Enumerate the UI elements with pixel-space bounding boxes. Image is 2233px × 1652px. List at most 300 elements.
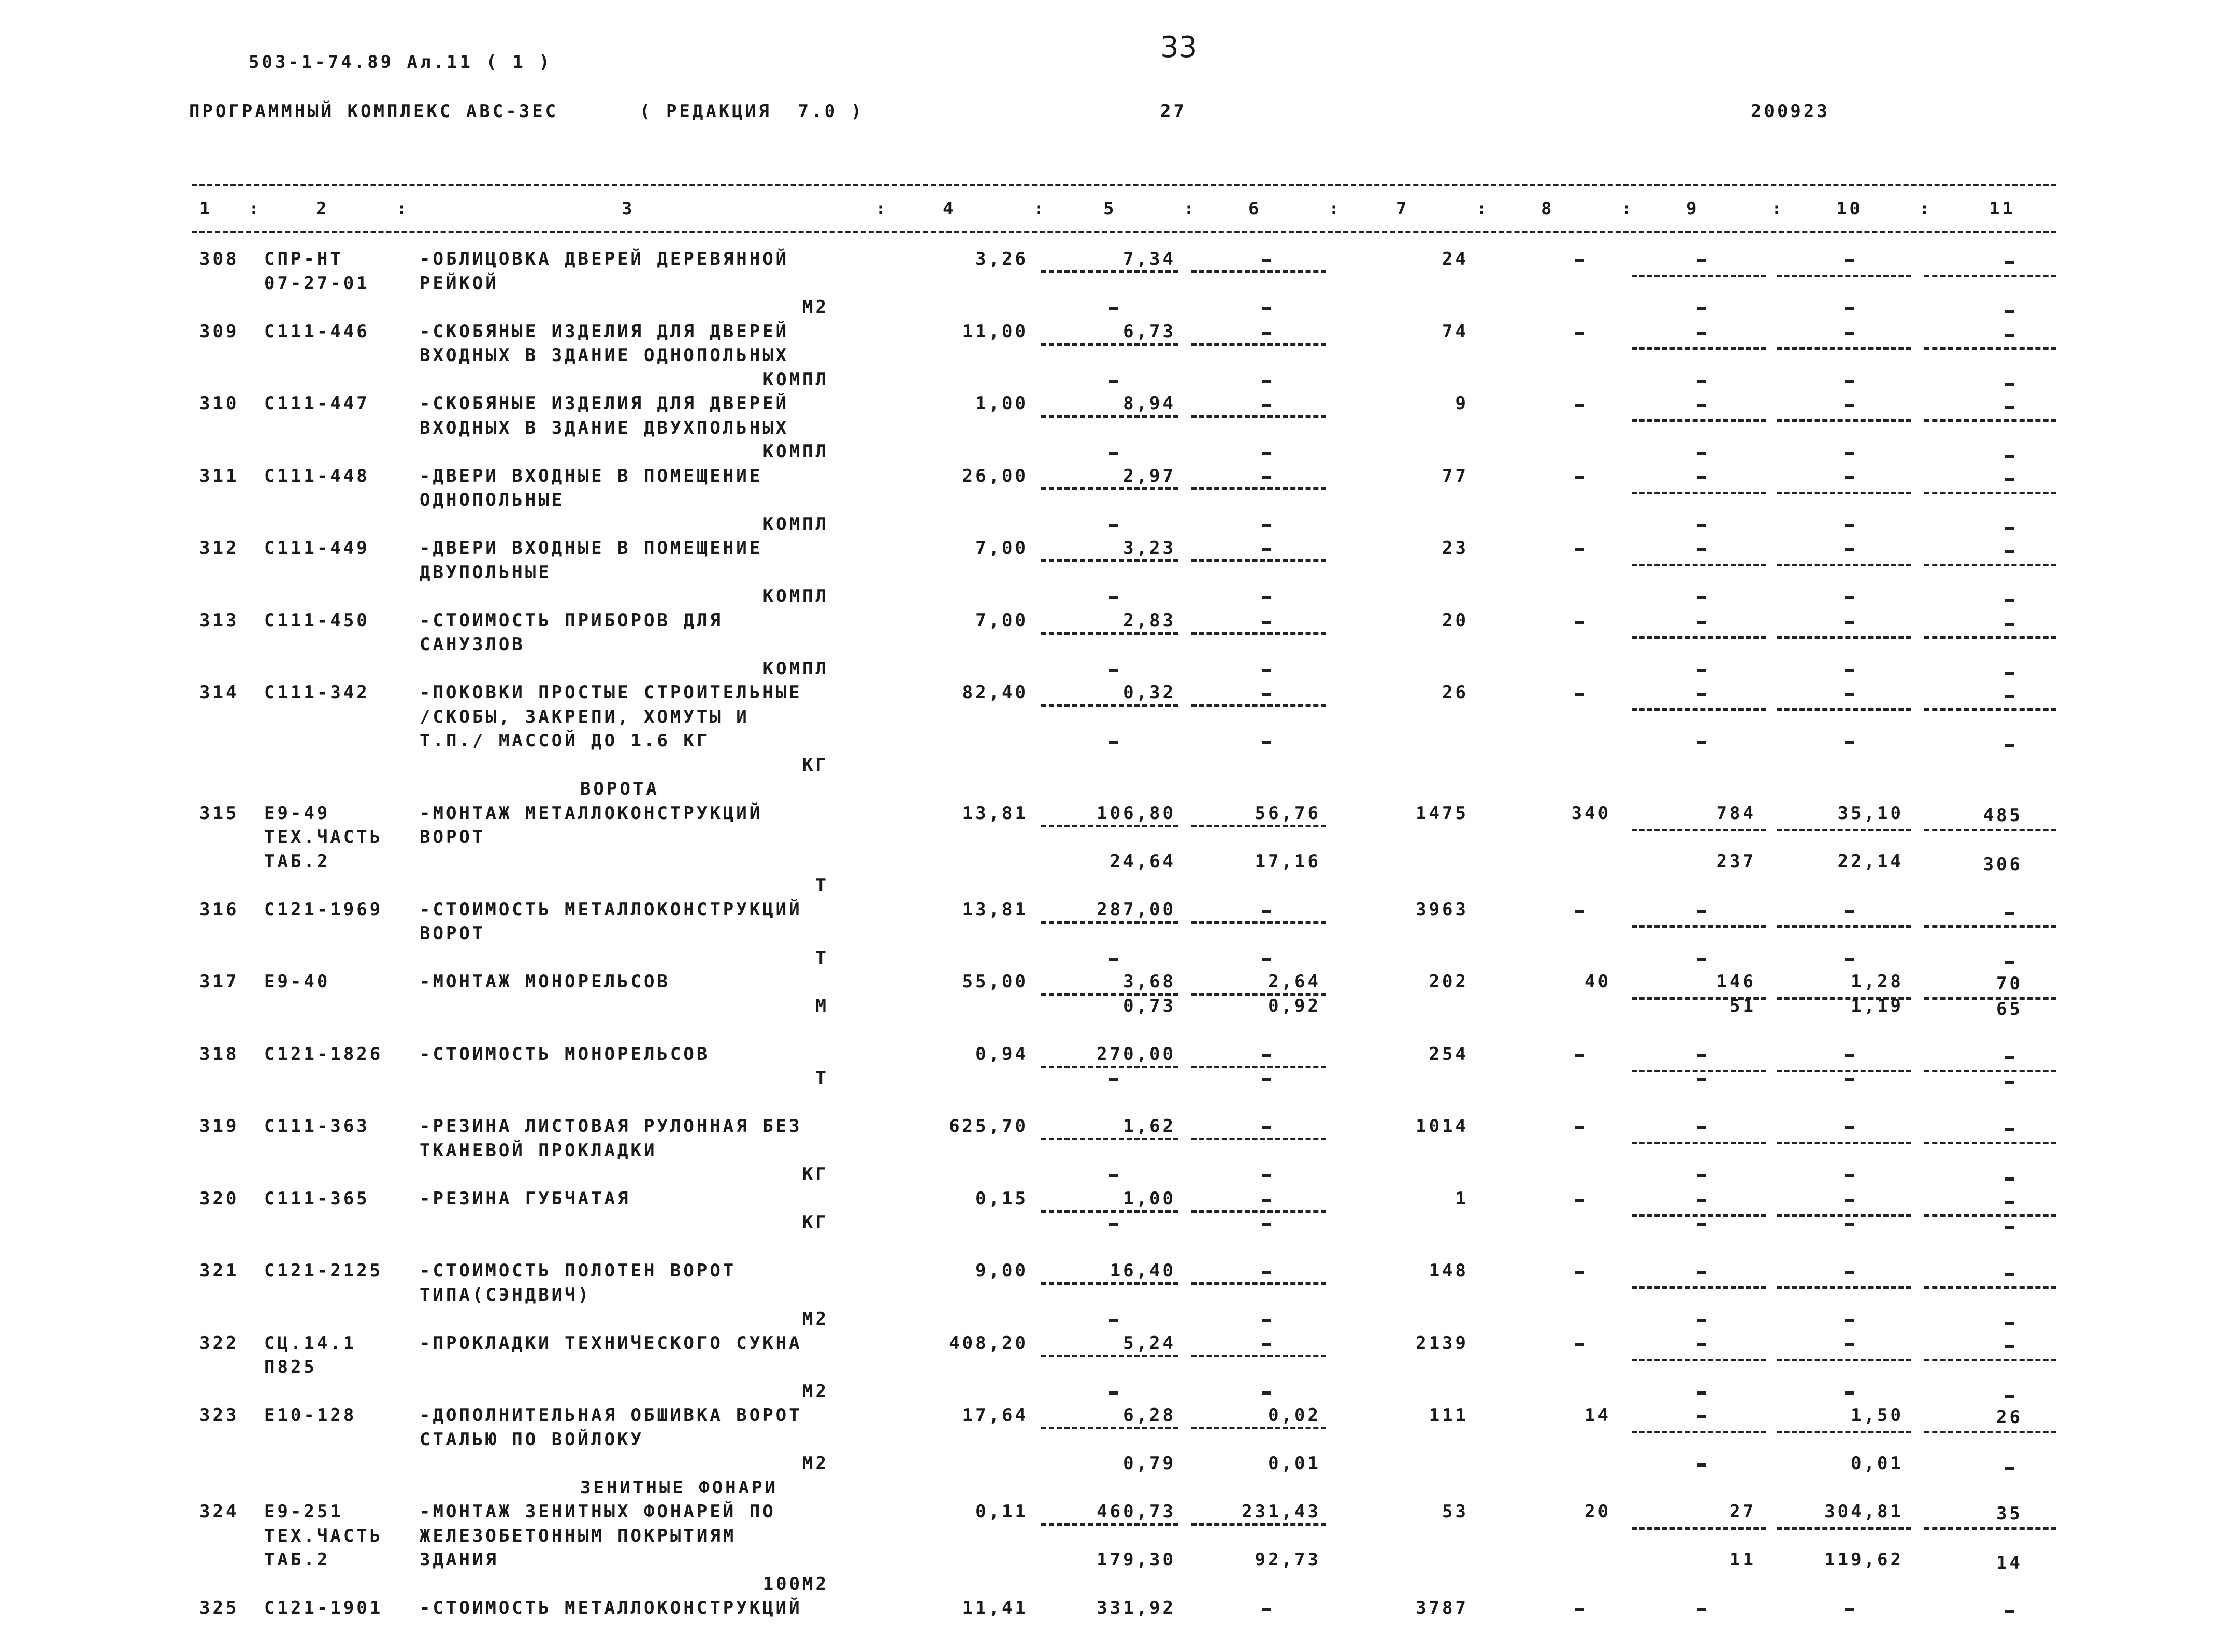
col5-sub-cell (1109, 958, 1118, 961)
col9-sub-cell (1697, 741, 1706, 744)
col7-cell: 2139 (1416, 1332, 1468, 1354)
col10-sub-cell: 119,62 (1824, 1549, 1904, 1570)
col8-cell (1575, 1608, 1584, 1611)
col5-cell: 2,83 (1123, 610, 1176, 631)
subtotal-rule (1191, 343, 1326, 346)
col9-sub-cell: 51 (1730, 995, 1756, 1016)
col6-cell: 2,64 (1268, 971, 1321, 992)
col6-cell: 0,02 (1268, 1405, 1321, 1426)
row-number: 312 (199, 538, 239, 558)
column-separator: : (1329, 198, 1342, 219)
column-header-8: 8 (1541, 198, 1554, 219)
column-header-6: 6 (1248, 198, 1262, 219)
row-description: -МОНТАЖ МОНОРЕЛЬСОВ (420, 971, 670, 992)
subtotal-rule (1777, 636, 1911, 639)
col6-sub-cell (1262, 1223, 1271, 1226)
col9-sub-cell (1697, 524, 1706, 527)
col9-sub-cell (1697, 1174, 1706, 1177)
row-code: С111-447 (264, 393, 370, 414)
col7-cell: 1 (1455, 1188, 1468, 1209)
row-description: -СТОИМОСТЬ МЕТАЛЛОКОНСТРУКЦИЙ (420, 899, 802, 920)
row-description: ТКАНЕВОЙ ПРОКЛАДКИ (420, 1140, 657, 1161)
col10-cell (1845, 1199, 1854, 1202)
col5-sub-cell (1109, 452, 1118, 455)
subtotal-rule (1777, 275, 1911, 277)
row-number: 319 (199, 1116, 239, 1137)
col10-sub-cell (1845, 1391, 1854, 1395)
col8-cell (1575, 259, 1584, 262)
col6-sub-cell (1262, 1391, 1271, 1395)
col5-sub-cell (1109, 741, 1118, 744)
col5-cell: 460,73 (1097, 1501, 1176, 1522)
row-unit: КОМПЛ (762, 658, 829, 679)
subtotal-rule (1777, 419, 1911, 422)
col8-cell (1575, 1054, 1584, 1057)
col5-cell: 106,80 (1097, 802, 1176, 824)
subtotal-rule (1632, 347, 1766, 350)
column-separator: : (1919, 198, 1933, 219)
subtotal-rule (1924, 1142, 2056, 1144)
col6-sub-cell: 0,92 (1268, 995, 1321, 1016)
row-description: -СКОБЯНЫЕ ИЗДЕЛИЯ ДЛЯ ДВЕРЕЙ (420, 393, 789, 414)
col11-sub-cell (2005, 744, 2014, 747)
row-number: 316 (199, 899, 239, 920)
col11-cell (2005, 1610, 2014, 1613)
row-description: -МОНТАЖ ЗЕНИТНЫХ ФОНАРЕЙ ПО (420, 1501, 776, 1522)
row-code: ТАБ.2 (264, 1549, 330, 1570)
subtotal-rule (1632, 708, 1766, 711)
col5-cell: 287,00 (1097, 899, 1176, 920)
subtotal-rule (1041, 559, 1178, 562)
row-number: 325 (199, 1598, 239, 1618)
col7-cell: 26 (1442, 682, 1468, 703)
col11-sub-cell (2005, 1226, 2014, 1229)
col6-cell: 56,76 (1255, 802, 1321, 824)
col10-cell (1845, 1126, 1854, 1129)
col6-sub-cell (1262, 1319, 1271, 1322)
subtotal-rule (1924, 1527, 2056, 1530)
subtotal-rule (1191, 559, 1326, 562)
row-code: С111-342 (264, 682, 370, 703)
col9-sub-cell (1697, 1078, 1706, 1081)
col6-cell (1262, 1199, 1271, 1202)
subtotal-rule (1924, 347, 2056, 350)
col11-cell (2005, 1201, 2014, 1204)
row-code: С111-448 (264, 465, 370, 486)
col11-cell (2005, 261, 2014, 264)
row-description: -СТОИМОСТЬ ПОЛОТЕН ВОРОТ (420, 1260, 737, 1281)
col9-cell (1697, 1054, 1706, 1057)
col11-sub-cell (2005, 672, 2014, 675)
col11-sub-cell (2005, 1081, 2014, 1084)
col10-cell (1845, 1054, 1854, 1057)
subtotal-rule (1777, 829, 1911, 831)
row-code: С121-1901 (264, 1598, 383, 1618)
row-number: 317 (199, 971, 239, 992)
col11-cell: 485 (1983, 805, 2023, 826)
subtotal-rule (1777, 492, 1911, 494)
subtotal-rule (1777, 1431, 1911, 1433)
col5-cell: 1,00 (1123, 1188, 1176, 1209)
row-code: С111-446 (264, 321, 370, 342)
subtotal-rule (1777, 1214, 1911, 1217)
row-code: С111-365 (264, 1188, 370, 1209)
col6-cell (1262, 1271, 1271, 1274)
col7-cell: 9 (1455, 393, 1468, 414)
table-header-rule (192, 231, 2056, 233)
col11-sub-cell (2005, 961, 2014, 964)
col9-cell (1697, 910, 1706, 913)
row-description: Т.П./ МАССОЙ ДО 1.6 КГ (420, 730, 710, 751)
row-number: 314 (199, 682, 239, 703)
col6-sub-cell: 17,16 (1255, 851, 1321, 872)
col5-sub-cell (1109, 307, 1118, 310)
col11-sub-cell: 14 (1996, 1553, 2023, 1573)
row-description: ТИПА(СЭНДВИЧ) (420, 1284, 592, 1305)
row-unit: Т (815, 947, 829, 968)
col5-cell: 6,28 (1123, 1405, 1176, 1426)
col9-cell (1697, 693, 1706, 696)
row-description: -СТОИМОСТЬ ПРИБОРОВ ДЛЯ (420, 610, 723, 631)
quantity-cell: 7,00 (975, 538, 1028, 558)
col10-sub-cell (1845, 1223, 1854, 1226)
row-code: 07-27-01 (264, 272, 370, 294)
col6-cell (1262, 476, 1271, 479)
col8-cell: 14 (1584, 1405, 1611, 1426)
row-code: С111-449 (264, 538, 370, 558)
col11-cell (2005, 695, 2014, 698)
col6-sub-cell (1262, 452, 1271, 455)
subtotal-rule (1041, 632, 1178, 635)
subtotal-rule (1924, 1214, 2056, 1217)
row-code: Е9-40 (264, 971, 330, 992)
col8-cell (1575, 1271, 1584, 1274)
subtotal-rule (1041, 1138, 1178, 1140)
col10-sub-cell (1845, 1319, 1854, 1322)
doc-code: 503-1-74.89 Ал.11 ( 1 ) (249, 52, 552, 73)
row-unit: КГ (802, 1164, 829, 1185)
subtotal-rule (1777, 925, 1911, 928)
quantity-cell: 0,94 (975, 1043, 1028, 1065)
col5-cell: 7,34 (1123, 249, 1176, 269)
col5-sub-cell (1109, 380, 1118, 383)
col7-cell: 74 (1442, 321, 1468, 342)
page-number: 33 (1160, 31, 1198, 64)
col10-cell (1845, 404, 1854, 407)
col9-sub-cell (1697, 380, 1706, 383)
col5-sub-cell (1109, 1319, 1118, 1322)
subtotal-rule (1777, 1527, 1911, 1530)
col9-cell: 146 (1716, 971, 1756, 992)
col10-sub-cell (1845, 1078, 1854, 1081)
subtotal-rule (1924, 708, 2056, 711)
subtotal-rule (1191, 1355, 1326, 1357)
program-edition: ( РЕДАКЦИЯ 7.0 ) (640, 101, 864, 122)
col5-cell: 5,24 (1123, 1332, 1176, 1354)
col5-sub-cell: 0,73 (1123, 995, 1176, 1016)
col10-sub-cell (1845, 524, 1854, 527)
subtotal-rule (1777, 564, 1911, 566)
subtotal-rule (1041, 1427, 1178, 1429)
subtotal-rule (1924, 925, 2056, 928)
subtotal-rule (1191, 487, 1326, 490)
col8-cell (1575, 621, 1584, 624)
subtotal-rule (1924, 1431, 2056, 1433)
row-description: -ПРОКЛАДКИ ТЕХНИЧЕСКОГО СУКНА (420, 1332, 802, 1354)
col10-sub-cell: 1,19 (1851, 995, 1904, 1016)
row-code: С121-1826 (264, 1043, 383, 1065)
column-header-7: 7 (1396, 198, 1409, 219)
col5-sub-cell (1109, 669, 1118, 672)
subtotal-rule (1777, 1359, 1911, 1361)
column-separator: : (1184, 198, 1197, 219)
row-number: 322 (199, 1332, 239, 1354)
col6-cell (1262, 621, 1271, 624)
row-number: 313 (199, 610, 239, 631)
col9-sub-cell (1697, 1463, 1706, 1467)
col11-sub-cell (2005, 1322, 2014, 1325)
col7-cell: 1014 (1416, 1116, 1468, 1137)
sheet-number: 27 (1160, 101, 1187, 122)
row-code: Е10-128 (264, 1405, 357, 1426)
subtotal-rule (1041, 415, 1178, 418)
col8-cell (1575, 1126, 1584, 1129)
row-code: С121-1969 (264, 899, 383, 920)
subtotal-rule (1041, 343, 1178, 346)
row-code: Е9-49 (264, 802, 330, 824)
column-header-1: 1 (199, 198, 213, 219)
col10-sub-cell (1845, 452, 1854, 455)
col5-cell: 3,23 (1123, 538, 1176, 558)
row-description: -ДОПОЛНИТЕЛЬНАЯ ОБШИВКА ВОРОТ (420, 1405, 802, 1426)
col11-sub-cell: 306 (1983, 854, 2023, 875)
subtotal-rule (1632, 1286, 1766, 1289)
col7-cell: 20 (1442, 610, 1468, 631)
column-separator: : (875, 198, 889, 219)
col10-cell (1845, 332, 1854, 335)
col11-cell (2005, 912, 2014, 915)
row-unit: М2 (802, 297, 829, 318)
col10-cell: 304,81 (1824, 1501, 1904, 1522)
row-unit: КГ (802, 1212, 829, 1233)
subtotal-rule (1041, 1066, 1178, 1068)
subtotal-rule (1191, 1210, 1326, 1213)
col9-cell (1697, 332, 1706, 335)
col11-sub-cell (2005, 383, 2014, 386)
quantity-cell: 55,00 (962, 971, 1028, 992)
row-code: С111-363 (264, 1116, 370, 1137)
col8-cell (1575, 548, 1584, 551)
col9-cell (1697, 621, 1706, 624)
col6-sub-cell (1262, 307, 1271, 310)
col5-cell: 6,73 (1123, 321, 1176, 342)
row-code: СЦ.14.1 (264, 1332, 357, 1354)
document-code: 200923 (1751, 101, 1830, 122)
col11-sub-cell (2005, 527, 2014, 530)
col6-cell (1262, 548, 1271, 551)
col11-sub-cell (2005, 1177, 2014, 1181)
subtotal-rule (1041, 704, 1178, 707)
row-description: ВОРОТ (420, 923, 486, 944)
col9-cell (1697, 1343, 1706, 1346)
col10-sub-cell (1845, 958, 1854, 961)
col10-cell (1845, 548, 1854, 551)
row-number: 323 (199, 1405, 239, 1426)
col8-cell: 40 (1584, 971, 1611, 992)
col9-sub-cell (1697, 1319, 1706, 1322)
row-unit: Т (815, 1068, 829, 1088)
col11-sub-cell (2005, 310, 2014, 313)
col7-cell: 111 (1429, 1405, 1468, 1426)
col5-cell: 331,92 (1097, 1598, 1176, 1618)
row-description: -ДВЕРИ ВХОДНЫЕ В ПОМЕЩЕНИЕ (420, 538, 763, 558)
subtotal-rule (1632, 1214, 1766, 1217)
col10-cell (1845, 693, 1854, 696)
quantity-cell: 82,40 (962, 682, 1028, 703)
subtotal-rule (1777, 1286, 1911, 1289)
col5-sub-cell (1109, 524, 1118, 527)
col7-cell: 148 (1429, 1260, 1468, 1281)
subtotal-rule (1632, 492, 1766, 494)
row-description: ВОРОТ (420, 827, 486, 847)
col7-cell: 3787 (1416, 1598, 1468, 1618)
quantity-cell: 13,81 (962, 802, 1028, 824)
column-header-4: 4 (943, 198, 956, 219)
col11-cell (2005, 1345, 2014, 1348)
col10-cell: 1,28 (1851, 971, 1904, 992)
subtotal-rule (1632, 636, 1766, 639)
row-description: -СТОИМОСТЬ МОНОРЕЛЬСОВ (420, 1043, 710, 1065)
col6-cell (1262, 259, 1271, 262)
column-header-9: 9 (1686, 198, 1699, 219)
quantity-cell: 26,00 (962, 465, 1028, 486)
row-unit: М2 (802, 1309, 829, 1329)
col11-cell (2005, 1273, 2014, 1276)
col10-sub-cell (1845, 1174, 1854, 1177)
col11-sub-cell (2005, 1467, 2014, 1470)
col5-sub-cell (1109, 1223, 1118, 1226)
subtotal-rule (1191, 921, 1326, 924)
subtotal-rule (1777, 1142, 1911, 1144)
row-unit: КГ (802, 754, 829, 775)
section-heading: ВОРОТА (580, 779, 659, 799)
quantity-cell: 11,00 (962, 321, 1028, 342)
subtotal-rule (1924, 1286, 2056, 1289)
column-separator: : (396, 198, 410, 219)
subtotal-rule (1632, 1527, 1766, 1530)
col10-sub-cell (1845, 596, 1854, 599)
subtotal-rule (1924, 1070, 2056, 1072)
subtotal-rule (1191, 1138, 1326, 1140)
col6-sub-cell (1262, 1174, 1271, 1177)
subtotal-rule (1632, 1431, 1766, 1433)
subtotal-rule (1632, 419, 1766, 422)
row-unit: М (815, 995, 829, 1016)
subtotal-rule (1777, 708, 1911, 711)
subtotal-rule (1041, 921, 1178, 924)
col11-sub-cell: 65 (1996, 998, 2023, 1019)
col9-cell: 784 (1716, 802, 1756, 824)
col10-cell (1845, 1343, 1854, 1346)
row-description: РЕЙКОЙ (420, 272, 499, 294)
row-unit: М2 (802, 1381, 829, 1402)
col6-sub-cell (1262, 596, 1271, 599)
row-description: -РЕЗИНА ЛИСТОВАЯ РУЛОННАЯ БЕЗ (420, 1116, 802, 1137)
row-description: ЖЕЛЕЗОБЕТОННЫМ ПОКРЫТИЯМ (420, 1525, 737, 1546)
col11-cell (2005, 1056, 2014, 1059)
row-unit: М2 (802, 1453, 829, 1474)
quantity-cell: 13,81 (962, 899, 1028, 920)
col5-cell: 8,94 (1123, 393, 1176, 414)
row-description: САНУЗЛОВ (420, 634, 525, 655)
row-unit: КОМПЛ (762, 513, 829, 535)
subtotal-rule (1191, 1066, 1326, 1068)
col8-cell (1575, 693, 1584, 696)
col8-cell (1575, 1199, 1584, 1202)
quantity-cell: 408,20 (949, 1332, 1028, 1354)
col6-cell (1262, 1608, 1271, 1611)
col9-cell (1697, 259, 1706, 262)
col5-sub-cell: 179,30 (1097, 1549, 1176, 1570)
row-description: -СКОБЯНЫЕ ИЗДЕЛИЯ ДЛЯ ДВЕРЕЙ (420, 321, 789, 342)
col6-sub-cell: 0,01 (1268, 1453, 1321, 1474)
subtotal-rule (1632, 1070, 1766, 1072)
col6-cell (1262, 332, 1271, 335)
col9-sub-cell (1697, 1391, 1706, 1395)
subtotal-rule (1924, 1359, 2056, 1361)
col10-sub-cell (1845, 380, 1854, 383)
col10-cell (1845, 621, 1854, 624)
col6-cell (1262, 910, 1271, 913)
subtotal-rule (1191, 632, 1326, 635)
row-description: СТАЛЬЮ ПО ВОЙЛОКУ (420, 1429, 644, 1450)
col10-cell (1845, 910, 1854, 913)
col5-cell: 16,40 (1110, 1260, 1176, 1281)
row-number: 308 (199, 249, 239, 269)
subtotal-rule (1191, 415, 1326, 418)
row-number: 320 (199, 1188, 239, 1209)
column-separator: : (1621, 198, 1635, 219)
col6-sub-cell (1262, 380, 1271, 383)
quantity-cell: 0,11 (975, 1501, 1028, 1522)
col5-cell: 3,68 (1123, 971, 1176, 992)
subtotal-rule (1777, 347, 1911, 350)
col5-sub-cell (1109, 1174, 1118, 1177)
subtotal-rule (1632, 925, 1766, 928)
col8-cell: 20 (1584, 1501, 1611, 1522)
col9-sub-cell (1697, 307, 1706, 310)
col11-sub-cell (2005, 599, 2014, 602)
quantity-cell: 17,64 (962, 1405, 1028, 1426)
subtotal-rule (1041, 825, 1178, 827)
row-number: 315 (199, 802, 239, 824)
col9-cell (1697, 404, 1706, 407)
subtotal-rule (1041, 1355, 1178, 1357)
subtotal-rule (1632, 1359, 1766, 1361)
row-description: -МОНТАЖ МЕТАЛЛОКОНСТРУКЦИЙ (420, 802, 763, 824)
subtotal-rule (1191, 704, 1326, 707)
quantity-cell: 0,15 (975, 1188, 1028, 1209)
col10-cell: 35,10 (1837, 802, 1904, 824)
subtotal-rule (1777, 1070, 1911, 1072)
row-number: 324 (199, 1501, 239, 1522)
program-title: ПРОГРАММНЫЙ КОМПЛЕКС АВС-ЗЕС (189, 101, 559, 122)
col9-cell: 27 (1730, 1501, 1756, 1522)
col10-sub-cell: 0,01 (1851, 1453, 1904, 1474)
col10-cell: 1,50 (1851, 1405, 1904, 1426)
quantity-cell: 9,00 (975, 1260, 1028, 1281)
col9-sub-cell: 11 (1730, 1549, 1756, 1570)
